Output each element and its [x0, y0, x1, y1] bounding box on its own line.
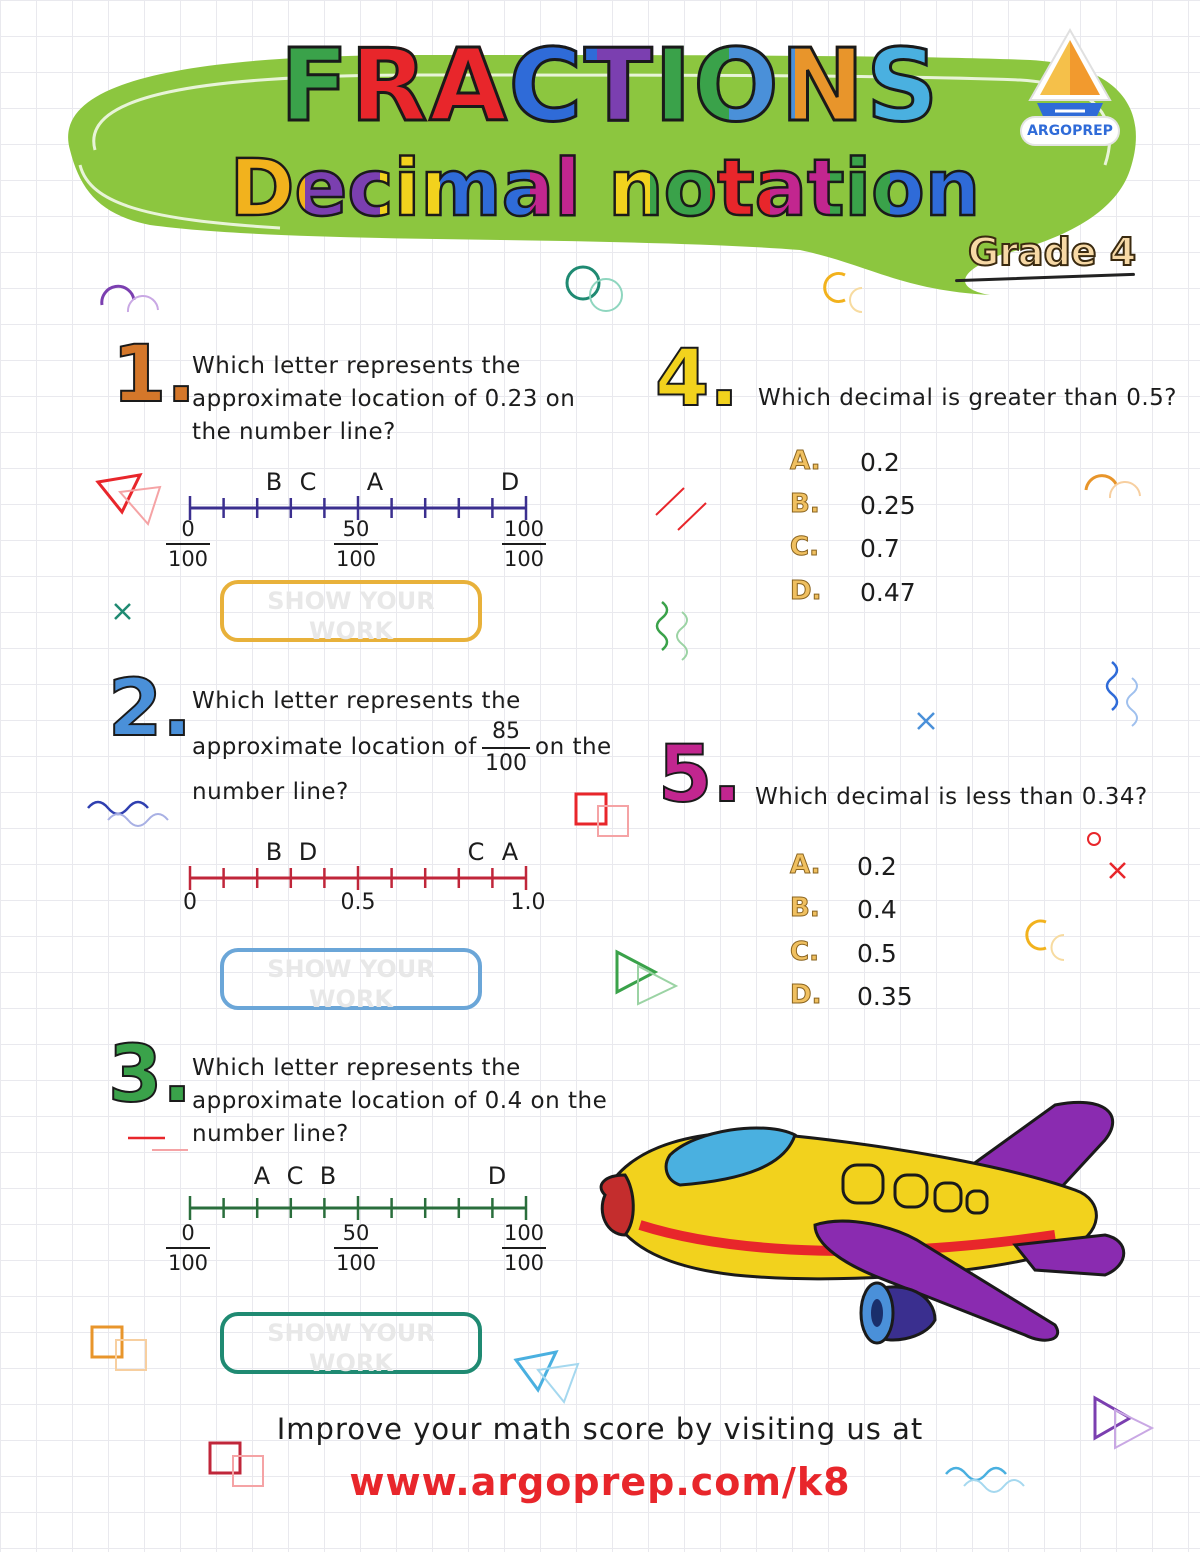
number-line-letter-c: C — [467, 838, 485, 866]
cross-decoration — [918, 713, 934, 729]
question-5-choice-c-letter: C. — [790, 937, 819, 967]
tick-label-0: 0 100 — [167, 517, 209, 571]
squiggle-decoration — [657, 602, 667, 650]
question-3-line-1: Which letter represents the — [192, 1055, 521, 1081]
circle-decoration — [1088, 833, 1100, 845]
question-3-line-3: number line? — [192, 1121, 349, 1147]
question-4-choice-d-letter: D. — [790, 576, 822, 606]
question-4-choice-a-letter: A. — [790, 446, 821, 476]
number-line-letter-d: D — [500, 468, 520, 496]
title-line-2: Decimal notation — [229, 144, 981, 234]
arc-decoration — [1110, 482, 1140, 498]
wave-decoration — [108, 814, 168, 826]
airplane-illustration — [585, 1095, 1175, 1355]
square-decoration — [598, 806, 628, 836]
tick-label-1-0: 1.0 — [510, 890, 546, 915]
number-line-letter-a: A — [253, 1162, 271, 1190]
airplane-engine-core — [871, 1299, 883, 1327]
tick-label-50: 50 100 — [335, 1221, 377, 1275]
question-2-line-2-suffix: on the — [535, 734, 612, 760]
question-3-line-2: approximate location of 0.4 on the — [192, 1088, 608, 1114]
question-2-line-1: Which letter represents the — [192, 688, 521, 714]
cross-decoration — [115, 604, 130, 619]
question-1-line-2: approximate location of 0.23 on — [192, 386, 576, 412]
question-2-number: 2. — [108, 664, 192, 754]
tick-label-50: 50 100 — [335, 517, 377, 571]
number-line-letter-b: B — [319, 1162, 337, 1190]
arc-decoration — [825, 274, 845, 302]
arc-decoration — [1027, 921, 1046, 949]
arc-decoration — [850, 288, 862, 312]
number-line-letter-a: A — [501, 838, 519, 866]
tick-label-0-5: 0.5 — [340, 890, 376, 915]
arc-decoration — [102, 286, 134, 305]
airplane-window — [843, 1165, 883, 1203]
title-line-1: FRACTIONS — [280, 27, 941, 144]
number-line-letter-c: C — [286, 1162, 304, 1190]
question-5-choice-a-value[interactable]: 0.2 — [857, 852, 897, 881]
tick-label-0: 0 — [183, 890, 197, 915]
question-4-choice-b-letter: B. — [790, 489, 820, 519]
square-decoration — [92, 1327, 122, 1357]
question-4-number: 4. — [655, 334, 739, 424]
question-5-number: 5. — [658, 730, 742, 820]
question-4-choice-c-letter: C. — [790, 532, 819, 562]
question-3-number: 3. — [108, 1030, 192, 1120]
question-4-choice-d-value[interactable]: 0.47 — [860, 578, 916, 607]
wave-decoration — [88, 802, 148, 814]
question-2-line-3: number line? — [192, 779, 349, 805]
question-5-text: Which decimal is less than 0.34? — [755, 784, 1148, 810]
airplane-window — [895, 1175, 927, 1207]
question-4-choice-a-value[interactable]: 0.2 — [860, 448, 900, 477]
airplane-window — [967, 1191, 987, 1213]
question-5-choice-d-letter: D. — [790, 980, 822, 1010]
number-line-letter-c: C — [299, 468, 317, 496]
airplane-nose — [601, 1175, 633, 1235]
airplane-window — [935, 1183, 961, 1211]
footer-text: Improve your math score by visiting us at — [276, 1412, 924, 1446]
slash-decoration — [656, 488, 706, 530]
argoprep-logo-text: ARGOPREP — [1022, 118, 1118, 144]
question-1-number: 1. — [112, 330, 196, 420]
question-1-work-box[interactable]: SHOW YOUR WORK — [220, 580, 482, 642]
question-3-work-box[interactable]: SHOW YOUR WORK — [220, 1312, 482, 1374]
question-2-work-box[interactable]: SHOW YOUR WORK — [220, 948, 482, 1010]
square-decoration — [576, 794, 606, 824]
tick-label-0: 0 100 — [167, 1221, 209, 1275]
question-5-choice-b-letter: B. — [790, 893, 820, 923]
question-5-choice-b-value[interactable]: 0.4 — [857, 895, 897, 924]
squiggle-decoration — [1127, 678, 1137, 726]
number-line-letter-d: D — [298, 838, 318, 866]
number-line-letter-d: D — [487, 1162, 507, 1190]
number-line-letter-b: B — [265, 838, 283, 866]
triangle-decoration — [538, 1364, 578, 1402]
question-4-text: Which decimal is greater than 0.5? — [758, 385, 1178, 411]
tick-label-100: 100 100 — [503, 517, 545, 571]
number-line-letter-a: A — [366, 468, 384, 496]
question-5-choice-d-value[interactable]: 0.35 — [857, 982, 913, 1011]
squiggle-decoration — [1107, 662, 1117, 710]
question-4-choice-b-value[interactable]: 0.25 — [860, 491, 916, 520]
grade-label: Grade 4 — [968, 230, 1137, 274]
arc-decoration — [1052, 935, 1065, 960]
question-2-fraction: 85 100 — [482, 718, 530, 778]
question-1-line-3: the number line? — [192, 419, 396, 445]
tick-label-100: 100 100 — [503, 1221, 545, 1275]
cross-decoration — [1110, 863, 1125, 878]
squiggle-decoration — [677, 612, 687, 660]
footer-link[interactable]: www.argoprep.com/k8 — [349, 1460, 851, 1504]
question-5-choice-a-letter: A. — [790, 850, 821, 880]
question-5-choice-c-value[interactable]: 0.5 — [857, 939, 897, 968]
arc-decoration — [1086, 476, 1116, 490]
number-line-letter-b: B — [265, 468, 283, 496]
question-1-line-1: Which letter represents the — [192, 353, 521, 379]
question-4-choice-c-value[interactable]: 0.7 — [860, 534, 900, 563]
question-2-line-2-prefix: approximate location of — [192, 734, 477, 760]
